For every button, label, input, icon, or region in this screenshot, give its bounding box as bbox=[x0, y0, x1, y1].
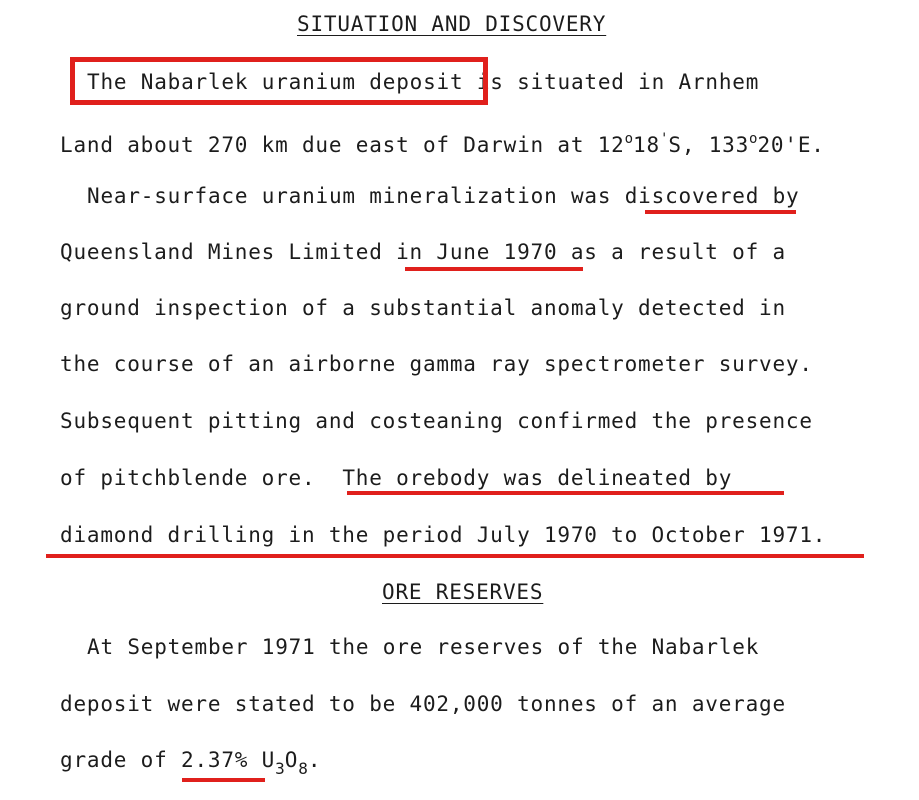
paragraph-line-5: ground inspection of a substantial anomaly detected in bbox=[60, 296, 786, 320]
paragraph-line-7: Subsequent pitting and costeaning confirmed the presence bbox=[60, 409, 813, 433]
paragraph-line-10: At September 1971 the ore reserves of the Nabarlek bbox=[87, 635, 760, 659]
paragraph-line-3: Near-surface uranium mineralization was discovered by bbox=[87, 184, 800, 208]
heading-ore-reserves: ORE RESERVES bbox=[382, 580, 544, 604]
red-underline-orebody bbox=[347, 491, 784, 495]
heading-situation-and-discovery: SITUATION AND DISCOVERY bbox=[297, 12, 607, 36]
degree-symbol: o bbox=[749, 131, 758, 147]
red-highlight-box bbox=[70, 57, 488, 105]
paragraph-line-6: the course of an airborne gamma ray spectrometer survey. bbox=[60, 352, 813, 376]
red-underline-drilling-period bbox=[46, 554, 864, 558]
paragraph-line-4: Queensland Mines Limited in June 1970 as a result of a bbox=[60, 240, 786, 264]
paragraph-line-8: of pitchblende ore. The orebody was delineated by bbox=[60, 466, 733, 490]
highlighted-grade-value: 2.37% bbox=[181, 748, 249, 772]
minute-symbol: ' bbox=[659, 131, 669, 147]
highlighted-phrase-deposit-name: The Nabarlek uranium deposit bbox=[87, 70, 464, 94]
highlighted-word-discovered: discovered bbox=[624, 184, 760, 208]
paragraph-line-11: deposit were stated to be 402,000 tonnes of an average bbox=[60, 692, 786, 716]
paragraph-line-9: diamond drilling in the period July 1970 to October 1971. bbox=[60, 523, 827, 547]
subscript: 8 bbox=[298, 759, 308, 778]
paragraph-line-1: The Nabarlek uranium deposit is situated in Arnhem bbox=[87, 70, 760, 94]
subscript: 3 bbox=[275, 759, 285, 778]
paragraph-line-2: Land about 270 km due east of Darwin at 12$^o$18'S, 133$^o$20'E. bbox=[60, 131, 825, 157]
degree-symbol: o bbox=[624, 131, 634, 147]
highlighted-phrase-date: in June 1970 bbox=[396, 240, 558, 264]
red-underline-grade bbox=[182, 778, 265, 782]
highlighted-phrase-orebody: The orebody was delineated by bbox=[342, 466, 733, 490]
red-underline-discovered bbox=[645, 210, 796, 214]
paragraph-line-12: grade of 2.37% $U_3O_8$. bbox=[60, 748, 322, 778]
red-underline-june-1970 bbox=[405, 267, 583, 271]
